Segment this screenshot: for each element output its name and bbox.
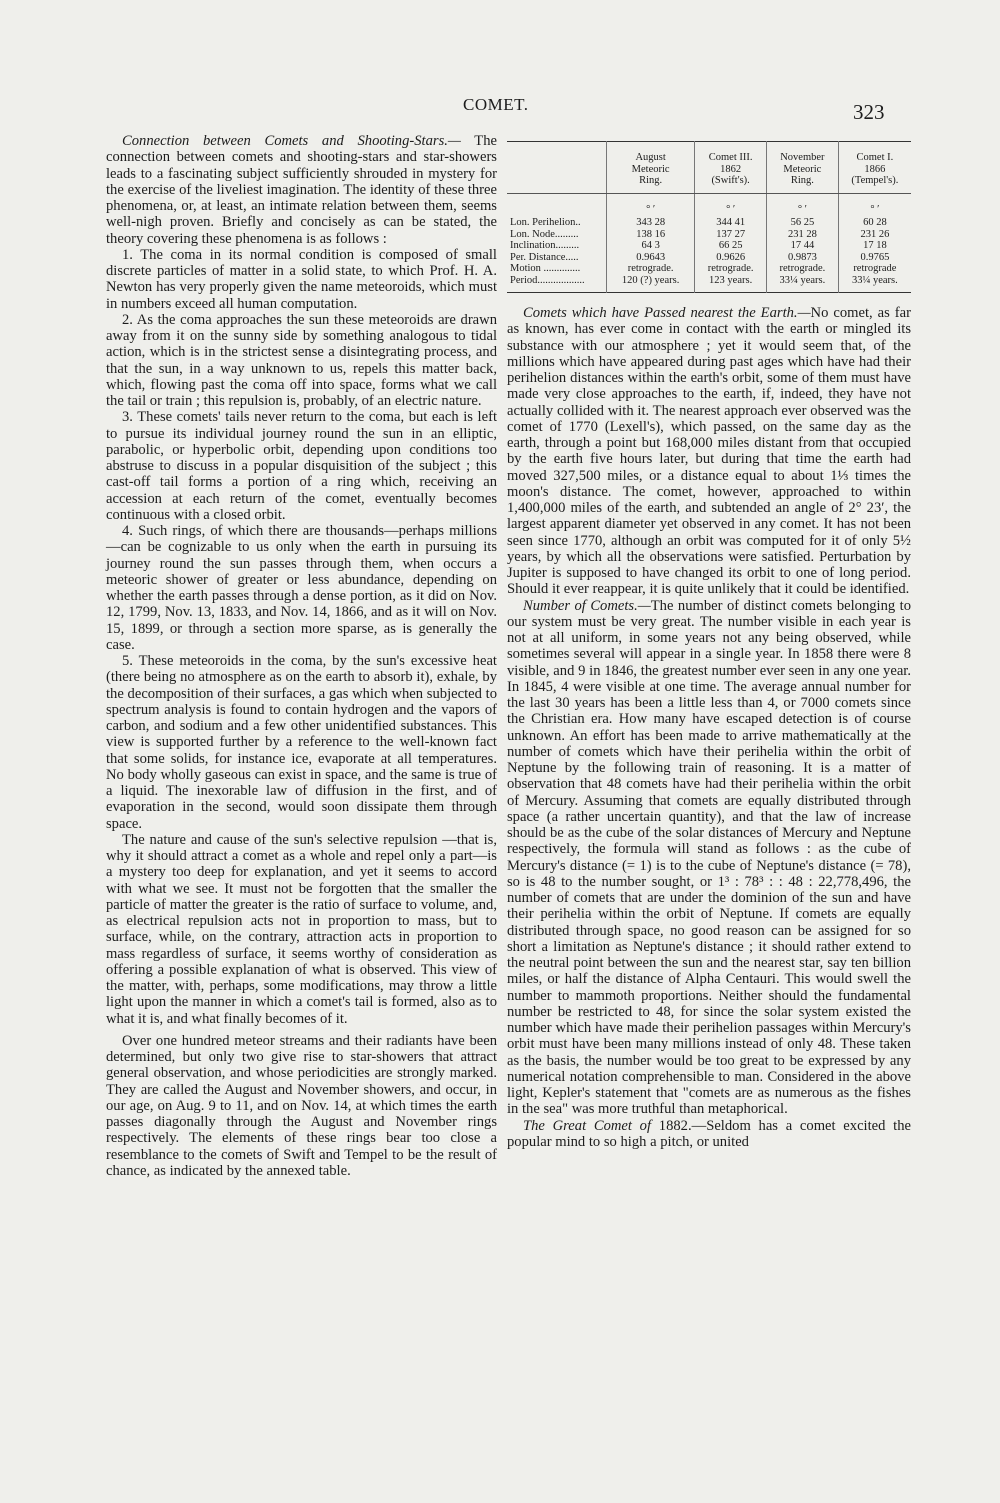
table-column-header: Comet III. 1862 (Swift's). (695, 142, 767, 194)
right-column (507, 133, 911, 1150)
table-row: Inclination......... 64 3 66 25 17 44 17 18 (507, 240, 911, 252)
paragraph-7: Over one hundred meteor streams and their radiants have been determined, but only two give rise to star-showers that attract general observation, and whose periodicities are strongly marked. They are called the August and November showers, and occur, in our age, on Aug. 9 to 11, and on Nov. 14, at which times the earth passes diagonally through the August and November rings respectively. The elements of these rings bear too close a resemblance to the comets of Swift and Tempel to be the result of chance, as indicated by the annexed table. (106, 1032, 497, 1179)
paragraph-1: 1. The coma in its normal condition is composed of small discrete particles of matter in a solid state, to which Prof. H. A. Newton has very properly given the name meteoroids, which must in numbers exceed all human computation. (106, 246, 497, 312)
page-number: 323 (853, 100, 885, 124)
table-row: Lon. Perihelion.. 343 28 344 41 56 25 60 28 (507, 217, 911, 229)
paragraph-2: 2. As the coma approaches the sun these meteoroids are drawn away from it on the sunny side by something analogous to tidal action, which is in the strictest sense a disintegrating process, and that the sun, in a way unknown to us, repels this matter back, which, flowing past the coma off into space, forms what we call the tail or train ; this repulsion is, probably, of an electric nature. (106, 311, 497, 409)
table-unit-row: ° ′ ° ′ ° ′ ° ′ (507, 193, 911, 217)
paragraph-4: 4. Such rings, of which there are thousands—perhaps millions—can be cognizable to us only when the earth in pursuing its journey round the sun passes through them, when occurs a meteoric shower of greater or less abundance, depending on whether the earth passes through a dense portion, as it did on Nov. 12, 1799, Nov. 13, 1833, and Nov. 14, 1866, and as it will on Nov. 15, 1899, or through a section more sparse, as is generally the case. (106, 523, 497, 653)
section-heading-connection: Connection between Comets and Shooting-Stars.— (122, 133, 461, 149)
section-heading-great-comet: The Great Comet of (523, 1117, 652, 1134)
orbital-elements-table (507, 141, 911, 293)
table-row: Lon. Node......... 138 16 137 27 231 28 231 26 (507, 229, 911, 241)
table-row: Per. Distance..... 0.9643 0.9626 0.9873 0.9765 (507, 252, 911, 264)
paragraph-great-comet: The Great Comet of 1882.—Seldom has a comet excited the popular mind to so high a pitch, or united (507, 1117, 911, 1150)
paragraph-intro: Connection between Comets and Shooting-Stars.— The connection between comets and shooting-stars and star-showers leads to a fascinating subject sufficiently shrouded in mystery for the exercise of the liveliest imagination. The identity of these three phenomena, or, at least, an intimate relation between them, seems well-nigh proven. Briefly and concisely as can be stated, the theory covering these phenomena is as follows : (106, 133, 497, 247)
table-header-row (507, 142, 911, 194)
paragraph-number-of-comets: Number of Comets.—The number of distinct comets belonging to our system must be very great. The number visible in each year is not at all uniform, in some years not any being observed, while sometimes several will appear in a single year. In 1858 there were 8 visible, and 9 in 1846, the greatest number ever seen in any one year. In 1845, 4 were visible at one time. The average annual number for the last 30 years has been a little less than 4, or 7000 comets since the Christian era. How many have escaped detection is of course unknown. An effort has been made to arrive mathematically at the number of comets which have their perihelia within the orbit of Neptune by the following train of reasoning. It is a matter of observation that 48 comets have had their perihelia within the orbit of Mercury. Assuming that comets are equally distributed through space (a rather uncertain quantity), and that the law of increase should be as the cube of the solar distances of Mercury and Neptune respectively, the formula will stand as follows : as the cube of Mercury's distance (= 1) is to the cube of Neptune's distance (= 78), so is 48 to the number sought, or 1³ : 78³ : : 48 : 22,778,496, the number of comets that are under the dominion of the sun and have their perihelia within the orbit of Neptune. If comets are equally distributed through space, no good reason can be assigned for so short a limitation as Neptune's distance ; it should rather extend to the neutral point between the sun and the nearest star, say ten billion miles, or half the distance of Alpha Centauri. This would swell the number to mammoth proportions. Neither should the fundamental number be restricted to 48, for since the solar system existed the number which have made their perihelion passages within Mercury's orbit must have been many millions instead of only 48. These taken as the basis, the number would be too great to be expressed by any numerical notation comprehensible to man. Considered in the above light, Kepler's statement that "comets are as numerous as the fishes in the sea" was more truthful than metaphorical. (507, 597, 912, 1118)
paragraph-3: 3. These comets' tails never return to the coma, but each is left to pursue its individual journey round the sun in an elliptic, parabolic, or hyperbolic orbit, depending upon conditions too abstruse to discuss in a popular disquisition of the subject ; this cast-off tail forms a portion of a ring which, receiving an accession at each return of the comet, eventually becomes continuous with a closed orbit. (106, 409, 497, 523)
section-heading-number: Number of Comets.— (523, 597, 651, 614)
paragraph-5: 5. These meteoroids in the coma, by the sun's excessive heat (there being no atmosphere as on the earth to absorb it), exhale, by the decomposition of their surfaces, a gas which when subjected to spectrum analysis is found to contain hydrogen and the vapors of carbon, and sodium and a few other unidentified substances. This view is supported further by a reference to the well-known fact that some solids, for instance ice, evaporate at all temperatures. No body wholly gaseous can exist in space, and the same is true of a liquid. The inexorable law of diffusion in the first, and of evaporation in the second, would soon dissipate them through space. (106, 653, 497, 832)
running-header: COMET. (463, 95, 529, 114)
left-column (106, 133, 497, 1179)
section-heading-nearest: Comets which have Passed nearest the Earth.— (523, 305, 811, 321)
paragraph-nearest-comets: Comets which have Passed nearest the Earth.—No comet, as far as known, has ever come in contact with the earth or mingled its substance with our atmosphere ; yet it would seem that, of the millions which have appeared during past ages which have had their perihelion distances within the earth's orbit, some of them must have made very close approaches to the earth, if, indeed, they have not actually collided with it. The nearest approach ever observed was the comet of 1770 (Lexell's), which passed, on the same day as the earth, through a point but 168,000 miles distant from that occupied by the earth five hours later, but during that time the earth had moved 327,500 miles, or a distance equal to about 1⅓ times the moon's distance. The comet, however, approached to within 1,400,000 miles of the earth, and subtended an angle of 2° 23′, the largest apparent diameter yet observed in any comet. It has not been seen since 1770, although an orbit was computed for it of only 5½ years, by which all the observations were satisfied. Perturbation by Jupiter is supposed to have changed its orbit to one of long period. Should it ever reappear, it is quite unlikely that it could be identified. (507, 305, 911, 598)
paragraph-6: The nature and cause of the sun's selective repulsion —that is, why it should attract a comet as a whole and repel only a part—is a mystery too deep for explanation, and yet it seems to accord with what we see. It must not be forgotten that the smaller the particle of matter the greater is the ratio of surface to volume, and, as electrical repulsion acts not in proportion to mass, but to surface, while, on the contrary, attraction acts in proportion to mass regardless of surface, it seems worthy of consideration as offering a possible explanation of what is observed. This view of the matter, with, perhaps, some modifications, may throw a little light upon the manner in which a comet's tail is formed, also as to what it is, and what finally becomes of it. (106, 831, 497, 1027)
table-column-header: November Meteoric Ring. (767, 142, 839, 194)
table-row: Period.................. 120 (?) years. 123 years. 33¼ years. 33¼ years. (507, 275, 911, 293)
table-column-header: August Meteoric Ring. (607, 142, 695, 194)
table-column-header: Comet I. 1866 (Tempel's). (838, 142, 911, 194)
table-row: Motion .............. retrograde. retrograde. retrograde. retrograde (507, 263, 911, 275)
